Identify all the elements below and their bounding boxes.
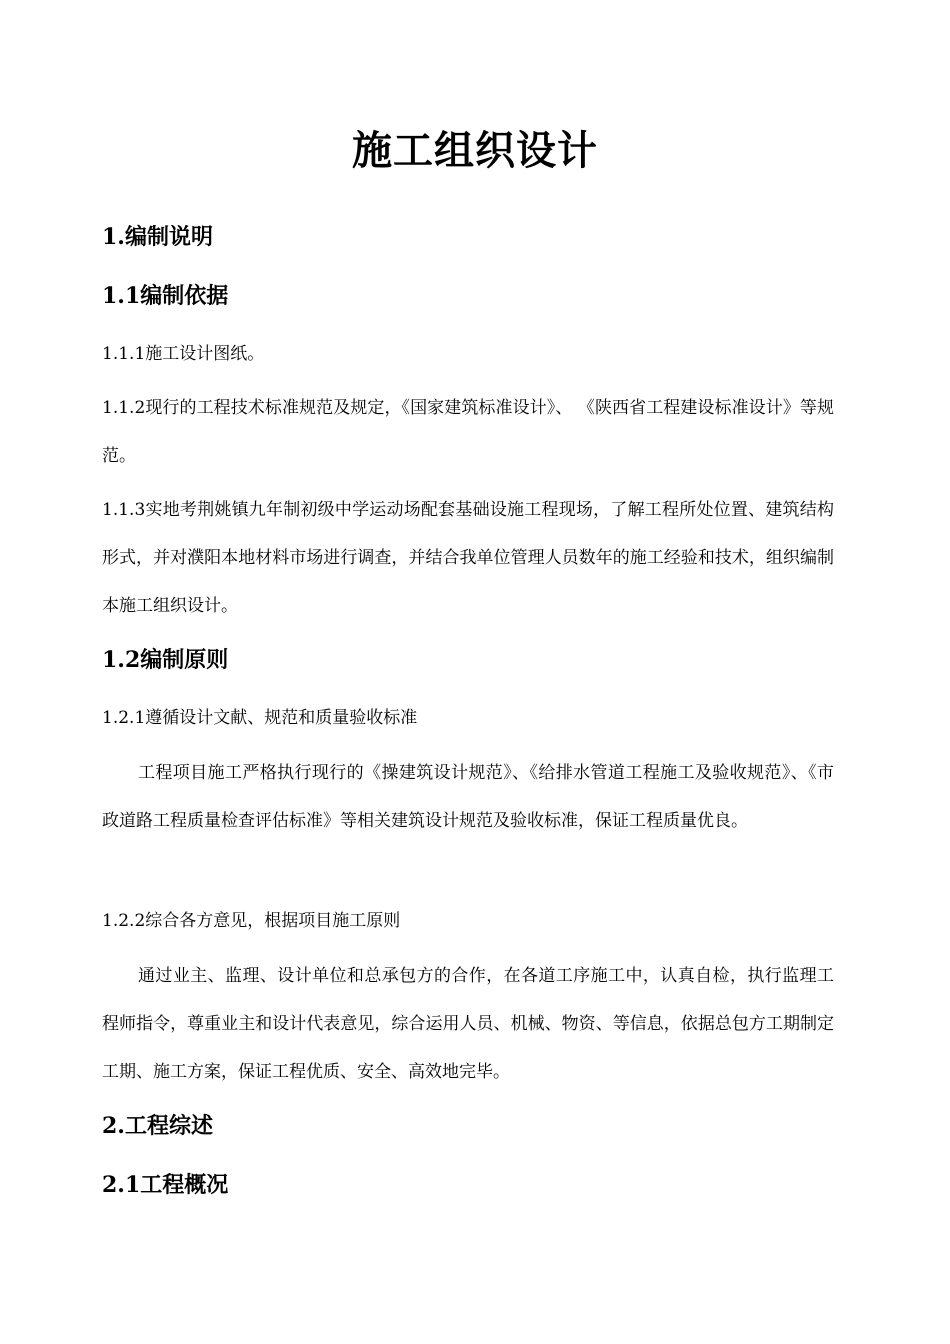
paragraph-1-1-3: 1.1.3实地考荆姚镇九年制初级中学运动场配套基础设施工程现场，了解工程所处位置、建筑结构形式，并对濮阳本地材料市场进行调查，并结合我单位管理人员数年的施工经验和技术，组织编制本施工组织设计。 (102, 500, 834, 616)
paragraph-1-1-2: 1.1.2现行的工程技术标准规范及规定，《国家建筑标准设计》、 《陕西省工程建设标准设计》等规范。 (102, 398, 834, 466)
paragraph-1-2-1: 1.2.1遵循设计文献、规范和质量验收标准 (102, 708, 418, 728)
heading-1-2: 1.2编制原则 (102, 647, 229, 673)
paragraph-1-1-1: 1.1.1施工设计图纸。 (102, 344, 265, 364)
paragraph-1-2-2-body: 通过业主、监理、设计单位和总承包方的合作，在各道工序施工中，认真自检，执行监理工程师指令，尊重业主和设计代表意见，综合运用人员、机械、物资、等信息，依据总包方工期制定工期、施工方案，保证工程优质、安全、高效地完毕。 (102, 966, 834, 1082)
heading-2-1: 2.1工程概况 (102, 1172, 229, 1198)
heading-1-1: 1.1编制依据 (102, 283, 229, 309)
heading-1: 1.编制说明 (102, 224, 213, 250)
heading-2: 2.工程综述 (102, 1113, 213, 1139)
paragraph-1-2-1-body: 工程项目施工严格执行现行的《操建筑设计规范》、《给排水管道工程施工及验收规范》、《市政道路工程质量检查评估标准》等相关建筑设计规范及验收标准，保证工程质量优良。 (102, 763, 834, 831)
document-title: 施工组织设计 (352, 127, 598, 174)
paragraph-1-2-2: 1.2.2综合各方意见，根据项目施工原则 (102, 911, 401, 931)
